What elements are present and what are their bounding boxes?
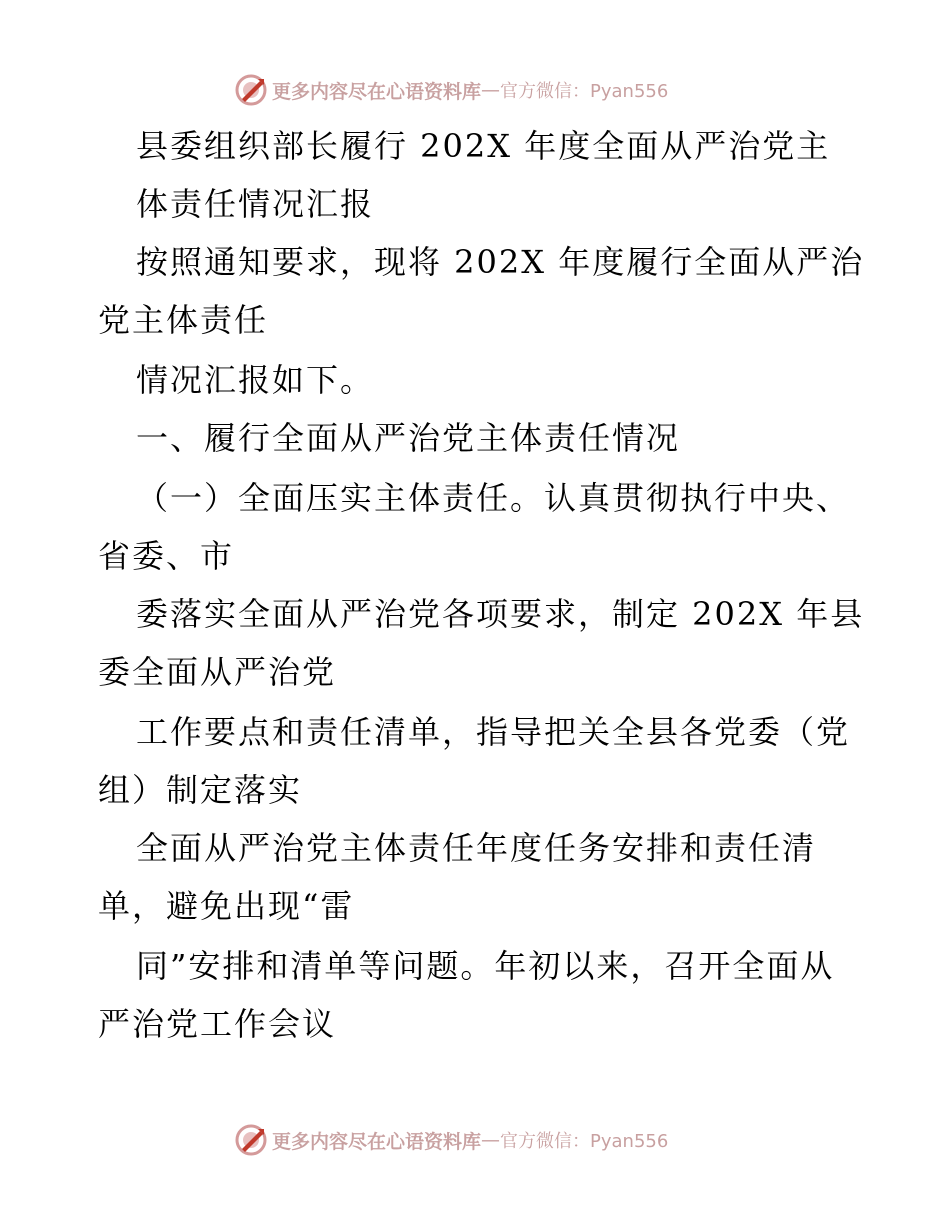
doc-line: 县委组织部长履行 202X 年度全面从严治党主 <box>136 127 831 165</box>
doc-line: 工作要点和责任清单，指导把关全县各党委（党 <box>136 713 851 751</box>
watermark-dash: — <box>481 79 501 101</box>
doc-line: 同”安排和清单等问题。年初以来，召开全面从 <box>136 947 835 985</box>
doc-line: 按照通知要求，现将 202X 年度履行全面从严治 <box>136 243 865 281</box>
doc-line: 党主体责任 <box>98 301 269 339</box>
doc-line: 委落实全面从严治党各项要求，制定 202X 年县 <box>136 595 865 633</box>
doc-line: 全面从严治党主体责任年度任务安排和责任清 <box>136 829 817 867</box>
footer-watermark <box>234 1122 668 1158</box>
watermark-sub-text: 官方微信：Pyan556 <box>500 81 669 102</box>
doc-line: （一）全面压实主体责任。认真贯彻执行中央、 <box>136 479 851 517</box>
brand-logo-icon <box>234 1123 268 1157</box>
doc-line: 委全面从严治党 <box>98 653 337 691</box>
doc-line: 单，避免出现“雷 <box>98 887 355 925</box>
watermark-main-text: 更多内容尽在心语资料库 <box>272 1130 482 1153</box>
doc-line: 一、履行全面从严治党主体责任情况 <box>136 419 681 457</box>
doc-line: 体责任情况汇报 <box>136 185 375 223</box>
watermark-dash: — <box>481 1129 501 1151</box>
doc-line: 严治党工作会议 <box>98 1005 337 1043</box>
header-watermark <box>234 72 668 108</box>
doc-line: 情况汇报如下。 <box>136 361 375 399</box>
watermark-main-text: 更多内容尽在心语资料库 <box>272 80 482 103</box>
brand-logo-icon <box>234 73 268 107</box>
doc-line: 省委、市 <box>98 537 235 575</box>
watermark-sub-text: 官方微信：Pyan556 <box>500 1131 669 1152</box>
doc-line: 组）制定落实 <box>98 771 303 809</box>
